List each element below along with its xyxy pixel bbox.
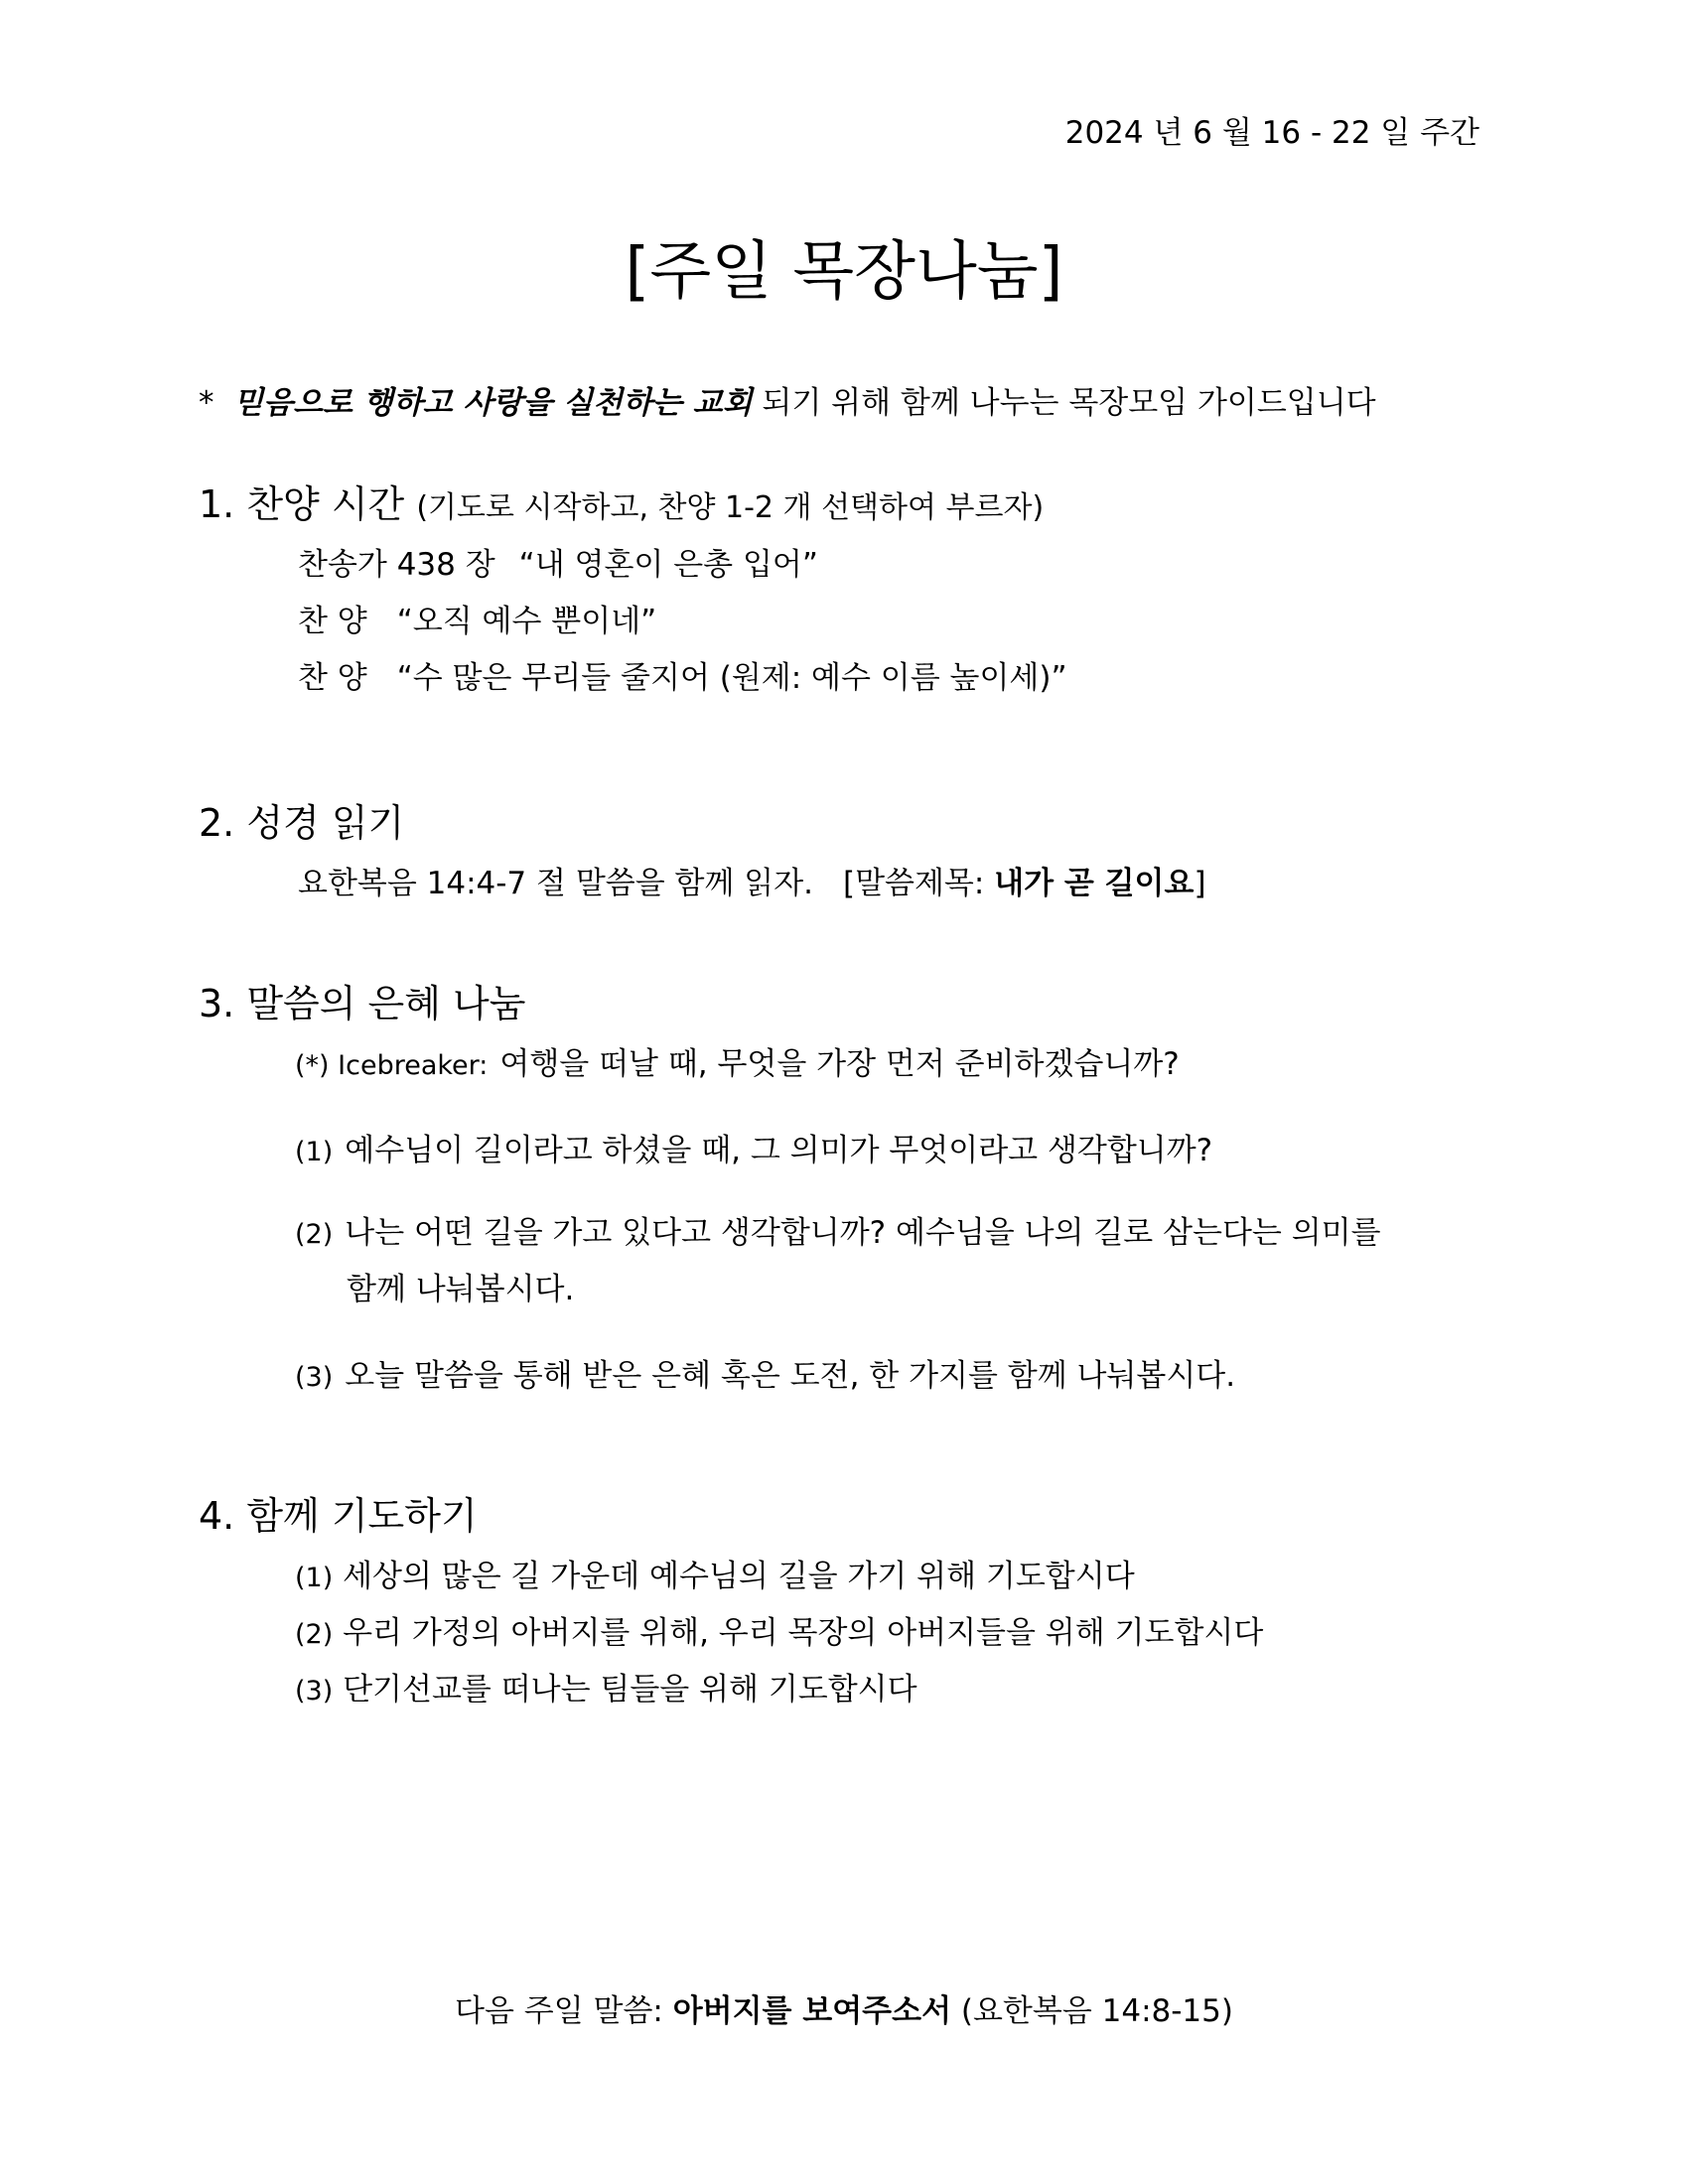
song-label: 찬송가 438 장 [298,547,495,583]
question-text-continued: 함께 나눠봅시다. [347,1272,575,1307]
prayer-text: 단기선교를 떠나는 팀들을 위해 기도합시다 [343,1672,917,1707]
song-title: “내 영혼이 은총 입어” [518,547,818,583]
song-title: “오직 예수 뿐이네” [396,604,657,639]
prayer-number: (3) [295,1676,334,1706]
next-week-sermon [0,1985,1688,2030]
prayer-item [295,1664,917,1708]
question-number: (1) [295,1137,334,1167]
sermon-title-suffix: ] [1194,866,1206,901]
prayer-item [295,1607,1263,1652]
prayer-number: (2) [295,1619,334,1650]
next-week-title: 아버지를 보여주소서 [672,1993,952,2029]
question-item [295,1207,1381,1252]
sermon-title: 내가 곧 길이요 [994,866,1195,901]
song-label: 찬 양 [298,660,367,696]
section-heading-bible-reading: 2. 성경 읽기 [199,801,405,845]
section-heading-worship-title: 1. 찬양 시간 [199,482,405,526]
intro-bullet: * [199,385,214,421]
next-week-label: 다음 주일 말씀: [455,1993,673,2029]
question-number: (2) [295,1219,334,1250]
song-item [298,596,656,640]
prayer-text: 우리 가정의 아버지를 위해, 우리 목장의 아버지들을 위해 기도합시다 [343,1615,1264,1651]
section-heading-worship-note: (기도로 시작하고, 찬양 1-2 개 선택하여 부르자) [416,490,1045,525]
question-item [295,1125,1212,1169]
icebreaker-label: (*) Icebreaker: [295,1050,489,1081]
section-heading-worship [199,474,1044,528]
icebreaker [295,1038,1180,1083]
scripture-reading [298,858,1206,902]
question-item [295,1350,1235,1395]
question-text: 나는 어떤 길을 가고 있다고 생각합니까? 예수님을 나의 길로 삼는다는 의미를 [345,1215,1381,1251]
intro-line [199,377,1376,422]
intro-text: 되기 위해 함께 나누는 목장모임 가이드입니다 [752,385,1376,421]
icebreaker-question: 여행을 떠날 때, 무엇을 가장 먼저 준비하겠습니까? [499,1046,1180,1082]
section-heading-sharing: 3. 말씀의 은혜 나눔 [199,982,526,1025]
song-title: “수 많은 무리들 줄지어 (원제: 예수 이름 높이세)” [396,660,1067,696]
reading-text: 요한복음 14:4-7 절 말씀을 함께 읽자. [298,866,813,901]
prayer-text: 세상의 많은 길 가운데 예수님의 길을 가기 위해 기도합시다 [343,1559,1135,1594]
song-item [298,652,1067,697]
question-text: 오늘 말씀을 통해 받은 은혜 혹은 도전, 한 가지를 함께 나눠봅시다. [345,1358,1236,1394]
church-motto: 믿음으로 행하고 사랑을 실천하는 교회 [233,385,753,421]
page-title: [주일 목장나눔] [625,235,1063,309]
prayer-item [295,1551,1135,1595]
question-number: (3) [295,1362,334,1393]
next-week-reference: (요한복음 14:8-15) [951,1993,1233,2029]
sermon-title-prefix: [말씀제목: [843,866,995,901]
week-date-range: 2024 년 6 월 16 - 22 일 주간 [1064,115,1479,151]
section-heading-prayer: 4. 함께 기도하기 [199,1494,478,1538]
song-item [298,539,818,584]
question-text: 예수님이 길이라고 하셨을 때, 그 의미가 무엇이라고 생각합니까? [345,1133,1213,1168]
prayer-number: (1) [295,1563,334,1593]
song-label: 찬 양 [298,604,367,639]
